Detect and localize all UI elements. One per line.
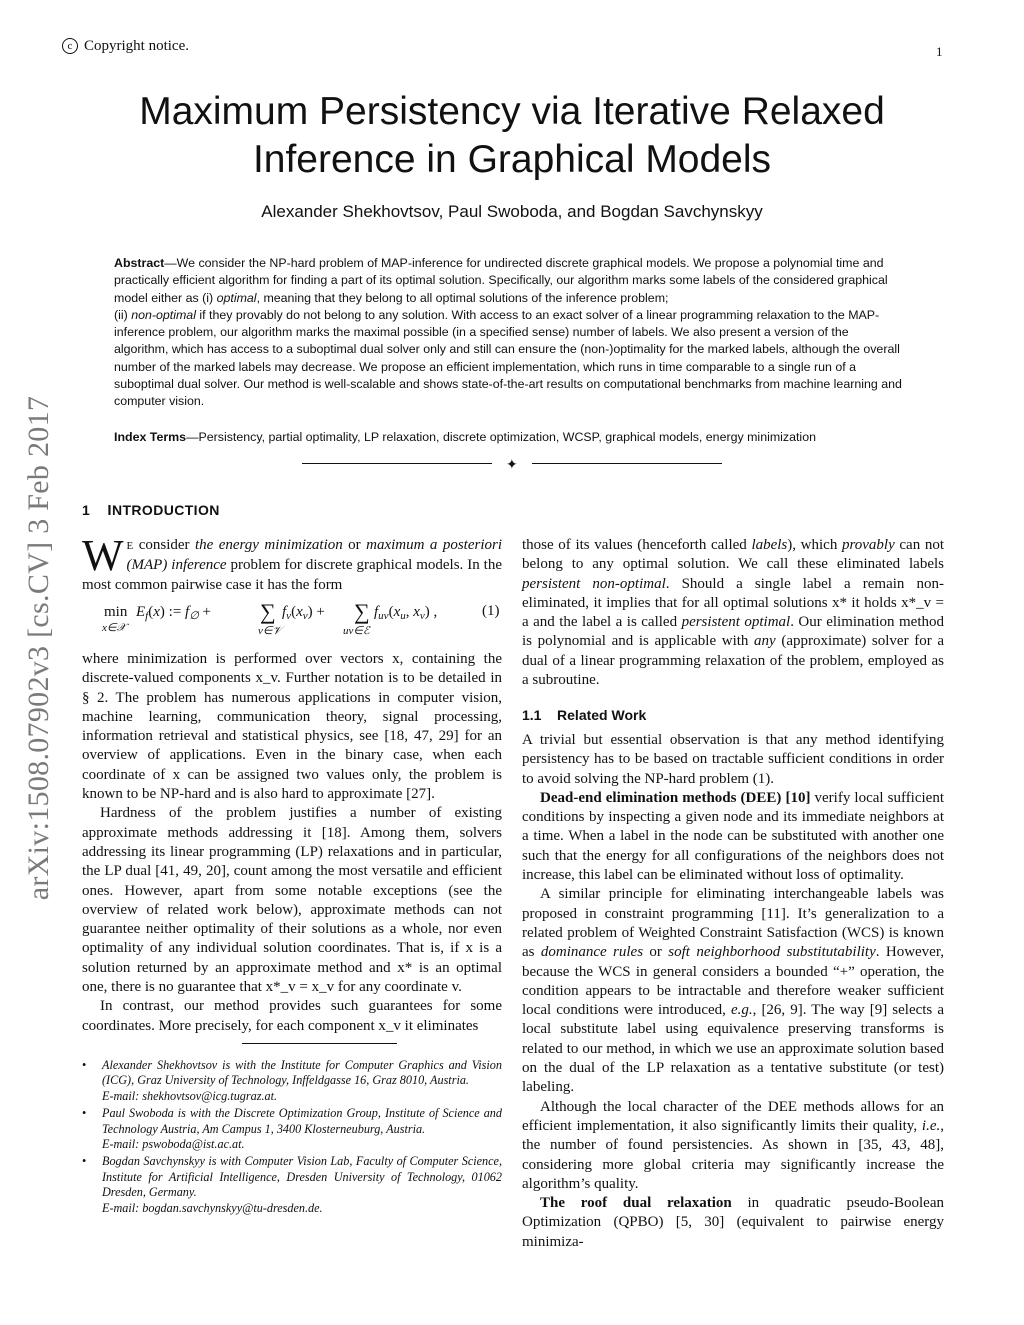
- text: those of its values (henceforth called: [522, 537, 752, 553]
- footnote-email: E-mail: shekhovtsov@icg.tugraz.at.: [102, 1088, 278, 1103]
- eq-fuv: $f_{uv}(x_u$, $x_v$) ,: [374, 604, 438, 622]
- right-column-top: [522, 536, 944, 690]
- footnotes: [82, 1058, 502, 1218]
- intro-italic: maximum a posteriori (MAP) inference: [126, 537, 502, 574]
- abstract-label: Abstract: [114, 256, 165, 270]
- footnote-item: [82, 1154, 502, 1216]
- abstract-text: —We consider the NP-hard problem of MAP-inference for undirected discrete graphical models. We propose a polynomial time and practically efficient algorithm for finding a part of its optimal solution. Specifically, our algorithm marks some labels of the considered graphical model either as (i): [114, 256, 888, 305]
- bold-term: The roof dual relaxation: [540, 1195, 732, 1212]
- text: (approximate) solver for a dual of a linear programming relaxation of the problem, employed as a subroutine.: [522, 633, 944, 689]
- section-title-first: I: [107, 502, 112, 519]
- section-heading: [82, 502, 220, 519]
- section-title-rest: NTRODUCTION: [111, 502, 220, 518]
- italic-term: persistent optimal: [681, 614, 791, 631]
- footnote-text: Paul Swoboda is with the Discrete Optimization Group, Institute of Science and Technology Austria, Am Campus 1, 3400 Klosterneuburg, Austria.: [102, 1106, 502, 1136]
- left-column: [82, 650, 502, 1036]
- index-terms-text: —Persistency, partial optimality, LP relaxation, discrete optimization, WCSP, graphical models, energy minimization: [186, 430, 816, 444]
- paragraph-trivial: A trivial but essential observation is that any method identifying persistency has to be based on tractable sufficient conditions in order to avoid solving the NP-hard problem (1).: [522, 732, 944, 787]
- eq-min: min: [104, 604, 128, 620]
- abstract-text: (ii): [114, 307, 132, 322]
- text: A similar principle for eliminating interchangeable labels was proposed in constraint programming [11]. It’s generalization to a related problem of Weighted Constraint Satisfaction (WCS) is known as: [522, 886, 944, 961]
- eq-min-sub: x∈𝒳: [102, 622, 126, 634]
- equation-1: [82, 598, 502, 638]
- section-number: 1: [82, 502, 91, 518]
- arxiv-id: arXiv:1508.07902v3 [cs.CV] 3 Feb 2017: [22, 395, 55, 900]
- text: can not belong to any optimal solution. We call these eliminated labels: [522, 537, 944, 573]
- eq-sum-v-sub: v∈𝒱: [258, 625, 282, 637]
- italic-term: i.e.: [921, 1117, 941, 1134]
- abstract-text: if they provably do not belong to any solution. With access to an exact solver of a linear programming relaxation to the MAP-inference problem, our algorithm marks the maximal possible (in a specified sense) number of labels. We also present a version of the algorithm, which has access to a suboptimal dual solver only and still can ensure the (non-)optimality for the marked labels, although the overall number of the marked labels may decrease. We propose an efficient implementation, which runs in time comparable to a single run of a suboptimal dual solver. Our method is well-scalable and shows state-of-the-art results on computational benchmarks from machine learning and computer vision.: [114, 307, 902, 409]
- abstract-optimal: optimal: [216, 290, 257, 305]
- abstract: [114, 255, 906, 411]
- subsection-number: 1.1: [522, 707, 542, 723]
- divider-right: [532, 463, 722, 464]
- text: . Our elimination method is polynomial and is applicable with: [522, 614, 945, 650]
- intro-text: consider: [133, 537, 195, 553]
- dropcap: W: [82, 531, 124, 580]
- paragraph-hardness: Hardness of the problem justifies a number of existing approximate methods addressing it [18]. Among them, solvers addressing its linear programming (LP) relaxations and in particular, the LP dual [41, 49, 20], count among the most versatile and efficient ones. However, apart from some notable exceptions (see the overview of related work below), approximate methods can not guarantee neither optimality of their solutions as a whole, nor even optimality of any individual solution coordinates. That is, if x is a solution returned by an approximate method and x* is an optimal one, there is no guarantee that x*_v = x_v for any coordinate v.: [82, 805, 502, 996]
- eq-number: (1): [482, 603, 500, 619]
- footnote-rule: [242, 1043, 397, 1044]
- eq-sum-uv: ∑: [354, 599, 370, 624]
- divider-icon: ✦: [506, 458, 518, 473]
- title-line-1: Maximum Persistency via Iterative Relaxed: [139, 90, 885, 133]
- index-terms: [114, 430, 906, 444]
- text: , the number of found persistencies. As shown in [35, 43, 48], considering more global criteria may significantly increase the algorithm’s quality.: [522, 1117, 944, 1192]
- paragraph-where: where minimization is performed over vectors x, containing the discrete-valued components x_v. Further notation is to be detailed in § 2. The problem has numerous applications in computer vision, machine learning, communication theory, signal processing, information retrieval and statistical physics, see [18, 47, 29] for an overview of applications. Even in the binary case, when each coordinate of x can be assigned two values only, the problem is known to be NP-hard and is also hard to approximate [27].: [82, 651, 502, 803]
- title-line-2: Inference in Graphical Models: [252, 138, 772, 181]
- index-terms-label: Index Terms: [114, 430, 187, 444]
- paragraph-contrast: In contrast, our method provides such guarantees for some coordinates. More precisely, for each component x_v it eliminates: [82, 998, 502, 1034]
- italic-term: e.g.: [730, 1002, 753, 1019]
- intro-text: or: [342, 537, 367, 553]
- abstract-non-optimal: non-optimal: [131, 307, 196, 322]
- intro-italic: the energy minimization: [194, 537, 343, 553]
- paragraph-roof: [522, 1194, 944, 1252]
- eq-sum-v: ∑: [260, 599, 276, 624]
- equation-svg: [82, 598, 502, 638]
- italic-term: provably: [841, 537, 895, 553]
- bullet: •: [82, 1106, 87, 1121]
- paragraph-similar: [522, 885, 944, 1097]
- text: ), which: [787, 537, 842, 553]
- footnote-item: [82, 1058, 502, 1104]
- footnote-email: E-mail: bogdan.savchynskyy@tu-dresden.de.: [102, 1200, 323, 1215]
- text: . However, because the WCS in general considers a bounded “+” operation, the condition appears to be intractable and therefore weaker sufficient local conditions were introduced,: [522, 944, 944, 1019]
- paragraph-dee: [522, 789, 944, 885]
- authors: Alexander Shekhovtsov, Paul Swoboda, and Bogdan Savchynskyy: [261, 202, 763, 221]
- italic-term: dominance rules: [540, 944, 644, 961]
- abstract-text: , meaning that they belong to all optimal solutions of the inference problem;: [256, 290, 669, 305]
- italic-term: labels: [751, 537, 788, 553]
- arxiv-sidebar: [16, 365, 62, 930]
- divider-left: [302, 463, 492, 464]
- eq-fv: $f_v(x_v)$ +: [282, 604, 325, 622]
- intro-text: problem for discrete graphical models. In the most common pairwise case it has the form: [82, 557, 502, 593]
- copyright-symbol: c: [62, 38, 78, 54]
- footnote-email: E-mail: pswoboda@ist.ac.at.: [102, 1137, 245, 1152]
- copyright-notice: [62, 38, 189, 55]
- text: or: [643, 944, 669, 961]
- footnote-text: Bogdan Savchynskyy is with Computer Vision Lab, Faculty of Computer Science, Institute for Artificial Intelligence, Dresden University of Technology, 01062 Dresden, Germany.: [102, 1154, 502, 1200]
- bold-term: Dead-end elimination methods (DEE) [10]: [540, 789, 811, 806]
- text: Although the local character of the DEE methods allows for an efficient implementation, it also significantly limits their quality,: [522, 1098, 944, 1134]
- italic-term: soft neighborhood substitutability: [668, 944, 876, 961]
- footnote-item: [82, 1106, 502, 1152]
- bullet: •: [82, 1058, 87, 1072]
- subsection-title: Related Work: [557, 707, 647, 723]
- eq-sum-uv-sub: uv∈ℰ: [343, 625, 370, 637]
- text: , [26, 9]. The way [9] selects a local substitute label using equivalence preserving transforms is related to our method, in which we use an approximate solution based on the dual of the LP relaxation as a tentative substitute (or test) labeling.: [522, 1002, 944, 1096]
- subsection-heading: [522, 707, 646, 723]
- page-number: 1: [936, 44, 943, 59]
- paper-title: [110, 88, 914, 184]
- copyright-text: Copyright notice.: [84, 38, 189, 54]
- text: . Should a single label a remain non-eliminated, it implies that for all optimal solutions x* it holds x*_v = a and the label a is called: [522, 575, 944, 631]
- paragraph-although: [522, 1098, 944, 1194]
- italic-term: persistent non-optimal: [522, 575, 666, 592]
- bullet: •: [82, 1154, 87, 1169]
- text: in quadratic pseudo-Boolean Optimization (QPBO) [5, 30] (equivalent to pairwise energy minimiza-: [522, 1195, 944, 1250]
- text: verify local sufficient conditions by inspecting a given node and its immediate neighbors at a time. When a label in the node can be substituted with another one such that the energy for all configurations of the neighbors does not increase, this label can be eliminated without loss of optimality.: [522, 789, 945, 884]
- italic-term: any: [754, 633, 776, 650]
- footnote-text: Alexander Shekhovtsov is with the Institute for Computer Graphics and Vision (ICG), Graz University of Technology, Inffeldgasse 16, Graz 8010, Austria.: [102, 1058, 502, 1088]
- left-intro: [82, 531, 502, 595]
- right-column: [522, 731, 944, 1252]
- intro-smallcap: E: [126, 540, 134, 552]
- eq-ef: $E_f(x)$ := $f_\emptyset$ +: [136, 604, 212, 622]
